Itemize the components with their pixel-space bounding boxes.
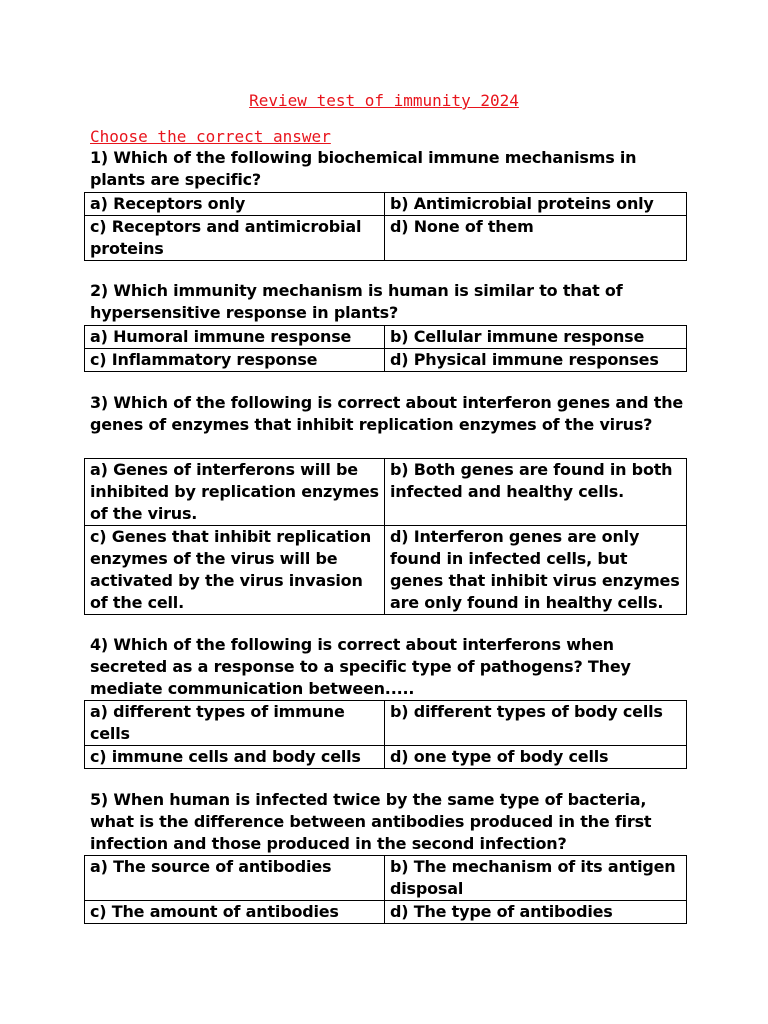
option-3b[interactable]: b) Both genes are found in both infected and healthy cells. [385,459,687,526]
option-3c[interactable]: c) Genes that inhibit replication enzymes of the virus will be activated by the virus invasion of the cell. [85,526,385,615]
table-row [85,746,687,769]
question-4: 4) Which of the following is correct about interferons when secreted as a response to a specific type of pathogens? They mediate communication between..... [90,635,631,698]
option-5d[interactable]: d) The type of antibodies [385,901,687,924]
option-2b[interactable]: b) Cellular immune response [385,326,687,349]
option-1a[interactable]: a) Receptors only [85,193,385,216]
options-table-5 [84,855,687,924]
table-row [85,526,687,615]
options-table-3 [84,458,687,615]
question-3: 3) Which of the following is correct about interferon genes and the genes of enzymes that inhibit replication enzymes of the virus? [90,393,684,434]
option-5c[interactable]: c) The amount of antibodies [85,901,385,924]
option-1c[interactable]: c) Receptors and antimicrobial proteins [85,216,385,261]
table-row [85,901,687,924]
option-4c[interactable]: c) immune cells and body cells [85,746,385,769]
option-2d[interactable]: d) Physical immune responses [385,349,687,372]
option-5b[interactable]: b) The mechanism of its antigen disposal [385,856,687,901]
options-table-1 [84,192,687,261]
table-row [85,216,687,261]
option-1b[interactable]: b) Antimicrobial proteins only [385,193,687,216]
table-row [85,193,687,216]
table-row [85,326,687,349]
table-row [85,701,687,746]
option-4d[interactable]: d) one type of body cells [385,746,687,769]
option-4a[interactable]: a) different types of immune cells [85,701,385,746]
option-2c[interactable]: c) Inflammatory response [85,349,385,372]
instruction-heading: Choose the correct answer [90,127,331,146]
table-row [85,856,687,901]
options-table-4 [84,700,687,769]
question-1: 1) Which of the following biochemical immune mechanisms in plants are specific? [90,148,637,189]
table-row [85,349,687,372]
option-5a[interactable]: a) The source of antibodies [85,856,385,901]
option-4b[interactable]: b) different types of body cells [385,701,687,746]
question-2: 2) Which immunity mechanism is human is similar to that of hypersensitive response in plants? [90,281,623,322]
options-table-2 [84,325,687,372]
option-2a[interactable]: a) Humoral immune response [85,326,385,349]
option-3d[interactable]: d) Interferon genes are only found in infected cells, but genes that inhibit virus enzymes are only found in healthy cells. [385,526,687,615]
question-5: 5) When human is infected twice by the same type of bacteria, what is the difference between antibodies produced in the first infection and those produced in the second infection? [90,790,652,853]
option-3a[interactable]: a) Genes of interferons will be inhibited by replication enzymes of the virus. [85,459,385,526]
option-1d[interactable]: d) None of them [385,216,687,261]
page-title: Review test of immunity 2024 [249,91,519,110]
table-row [85,459,687,526]
